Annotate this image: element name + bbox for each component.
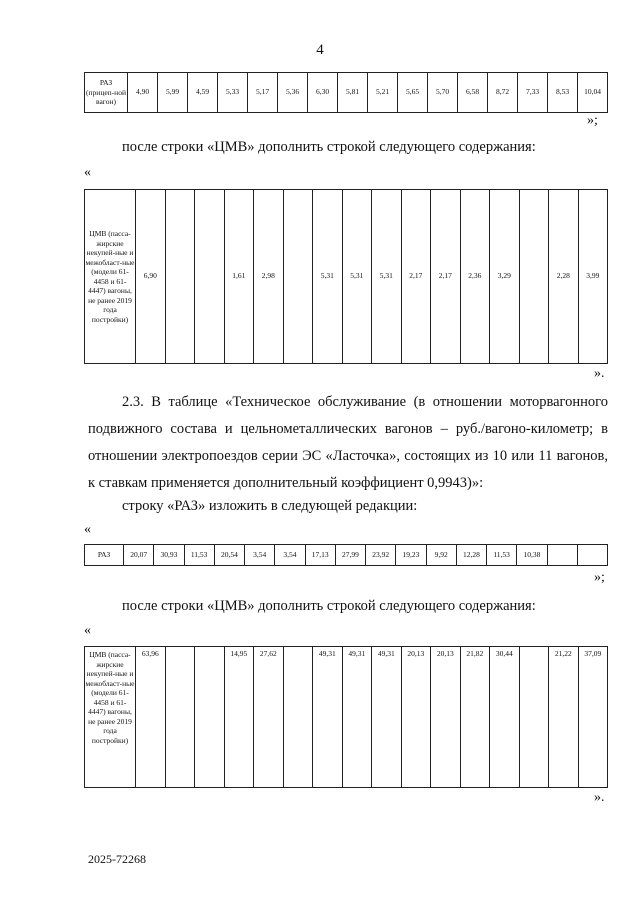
page-number: 4 xyxy=(316,42,324,58)
value-cell xyxy=(165,190,195,364)
table-row xyxy=(85,73,608,113)
value-cell: 11,53 xyxy=(184,545,214,566)
value-cell: 5,81 xyxy=(338,73,368,113)
value-cell xyxy=(283,190,313,364)
value-cell: 27,99 xyxy=(335,545,365,566)
table-row xyxy=(85,190,608,364)
value-cell: 37,09 xyxy=(578,647,608,788)
value-cell: 9,92 xyxy=(426,545,456,566)
closing-quote: »; xyxy=(587,113,598,128)
value-cell: 49,31 xyxy=(372,647,402,788)
value-cell: 5,70 xyxy=(428,73,458,113)
opening-quote: « xyxy=(84,165,91,180)
value-cell: 2,36 xyxy=(460,190,490,364)
table-row xyxy=(85,647,608,788)
row-label: ЦМВ (пасса-жирские некупей-ные и межобласт-ные (модели 61-4458 и 61-4447) вагоны, не ранее 2019 года постройки) xyxy=(85,647,136,788)
value-cell: 10,38 xyxy=(517,545,547,566)
value-cell xyxy=(165,647,195,788)
value-cell: 23,92 xyxy=(366,545,396,566)
value-cell: 5,33 xyxy=(218,73,248,113)
value-cell xyxy=(519,647,549,788)
instruction-text: после строки «ЦМВ» дополнить строкой следующего содержания: xyxy=(122,598,536,614)
value-cell: 6,58 xyxy=(458,73,488,113)
table-cmv-new xyxy=(84,189,608,364)
table-cmv-maintenance xyxy=(84,646,608,788)
value-cell: 19,23 xyxy=(396,545,426,566)
value-cell: 6,90 xyxy=(136,190,166,364)
value-cell: 17,13 xyxy=(305,545,335,566)
paragraph-2-3: 2.3. В таблице «Техническое обслуживание (в отношении моторвагонного подвижного состава и цельнометаллических вагонов – руб./вагоно-километр; в отношении электропоездов серии ЭС «Ласточка», состоящих из 10 или 11 вагонов, к ставкам применяется дополнительный коэффициент 0,9943)»: xyxy=(88,394,608,491)
value-cell: 12,28 xyxy=(456,545,486,566)
value-cell xyxy=(519,190,549,364)
value-cell: 2,98 xyxy=(254,190,284,364)
value-cell: 21,22 xyxy=(549,647,579,788)
value-cell: 30,93 xyxy=(154,545,184,566)
instruction-text: строку «РАЗ» изложить в следующей редакции: xyxy=(122,498,418,514)
table-raz xyxy=(84,544,608,566)
value-cell: 11,53 xyxy=(487,545,517,566)
value-cell xyxy=(195,647,225,788)
closing-quote: »; xyxy=(594,570,605,585)
value-cell: 49,31 xyxy=(313,647,343,788)
opening-quote: « xyxy=(84,623,91,638)
row-label: ЦМВ (пасса-жирские некупей-ные и межобласт-ные (модели 61-4458 и 61-4447) вагоны, не ранее 2019 года постройки) xyxy=(85,190,136,364)
value-cell: 8,53 xyxy=(548,73,578,113)
value-cell: 30,44 xyxy=(490,647,520,788)
value-cell: 5,31 xyxy=(372,190,402,364)
value-cell: 27,62 xyxy=(254,647,284,788)
value-cell: 3,54 xyxy=(275,545,305,566)
value-cell: 5,31 xyxy=(313,190,343,364)
value-cell: 4,90 xyxy=(128,73,158,113)
value-cell: 3,29 xyxy=(490,190,520,364)
value-cell: 2,17 xyxy=(401,190,431,364)
value-cell: 6,30 xyxy=(308,73,338,113)
value-cell: 5,21 xyxy=(368,73,398,113)
table-raz-trailer xyxy=(84,72,608,113)
closing-quote: ». xyxy=(594,366,605,381)
value-cell: 1,61 xyxy=(224,190,254,364)
value-cell: 20,13 xyxy=(431,647,461,788)
opening-quote: « xyxy=(84,522,91,537)
value-cell: 20,07 xyxy=(124,545,154,566)
value-cell: 63,96 xyxy=(136,647,166,788)
value-cell: 3,54 xyxy=(245,545,275,566)
closing-quote: ». xyxy=(594,790,605,805)
value-cell xyxy=(195,190,225,364)
value-cell: 4,59 xyxy=(188,73,218,113)
value-cell: 5,31 xyxy=(342,190,372,364)
value-cell: 10,04 xyxy=(578,73,608,113)
value-cell: 8,72 xyxy=(488,73,518,113)
value-cell: 7,33 xyxy=(518,73,548,113)
value-cell: 5,17 xyxy=(248,73,278,113)
value-cell xyxy=(283,647,313,788)
value-cell: 20,13 xyxy=(401,647,431,788)
value-cell: 2,28 xyxy=(549,190,579,364)
table-row xyxy=(85,545,608,566)
value-cell: 49,31 xyxy=(342,647,372,788)
document-code: 2025-72268 xyxy=(88,852,146,866)
value-cell: 3,99 xyxy=(578,190,608,364)
value-cell: 5,36 xyxy=(278,73,308,113)
value-cell xyxy=(547,545,577,566)
value-cell: 2,17 xyxy=(431,190,461,364)
value-cell xyxy=(577,545,607,566)
value-cell: 21,82 xyxy=(460,647,490,788)
row-label: РАЗ (прицеп-ной вагон) xyxy=(85,73,128,113)
row-label: РАЗ xyxy=(85,545,124,566)
value-cell: 5,65 xyxy=(398,73,428,113)
instruction-text: после строки «ЦМВ» дополнить строкой следующего содержания: xyxy=(122,139,536,155)
value-cell: 5,99 xyxy=(158,73,188,113)
value-cell: 20,54 xyxy=(214,545,244,566)
value-cell: 14,95 xyxy=(224,647,254,788)
